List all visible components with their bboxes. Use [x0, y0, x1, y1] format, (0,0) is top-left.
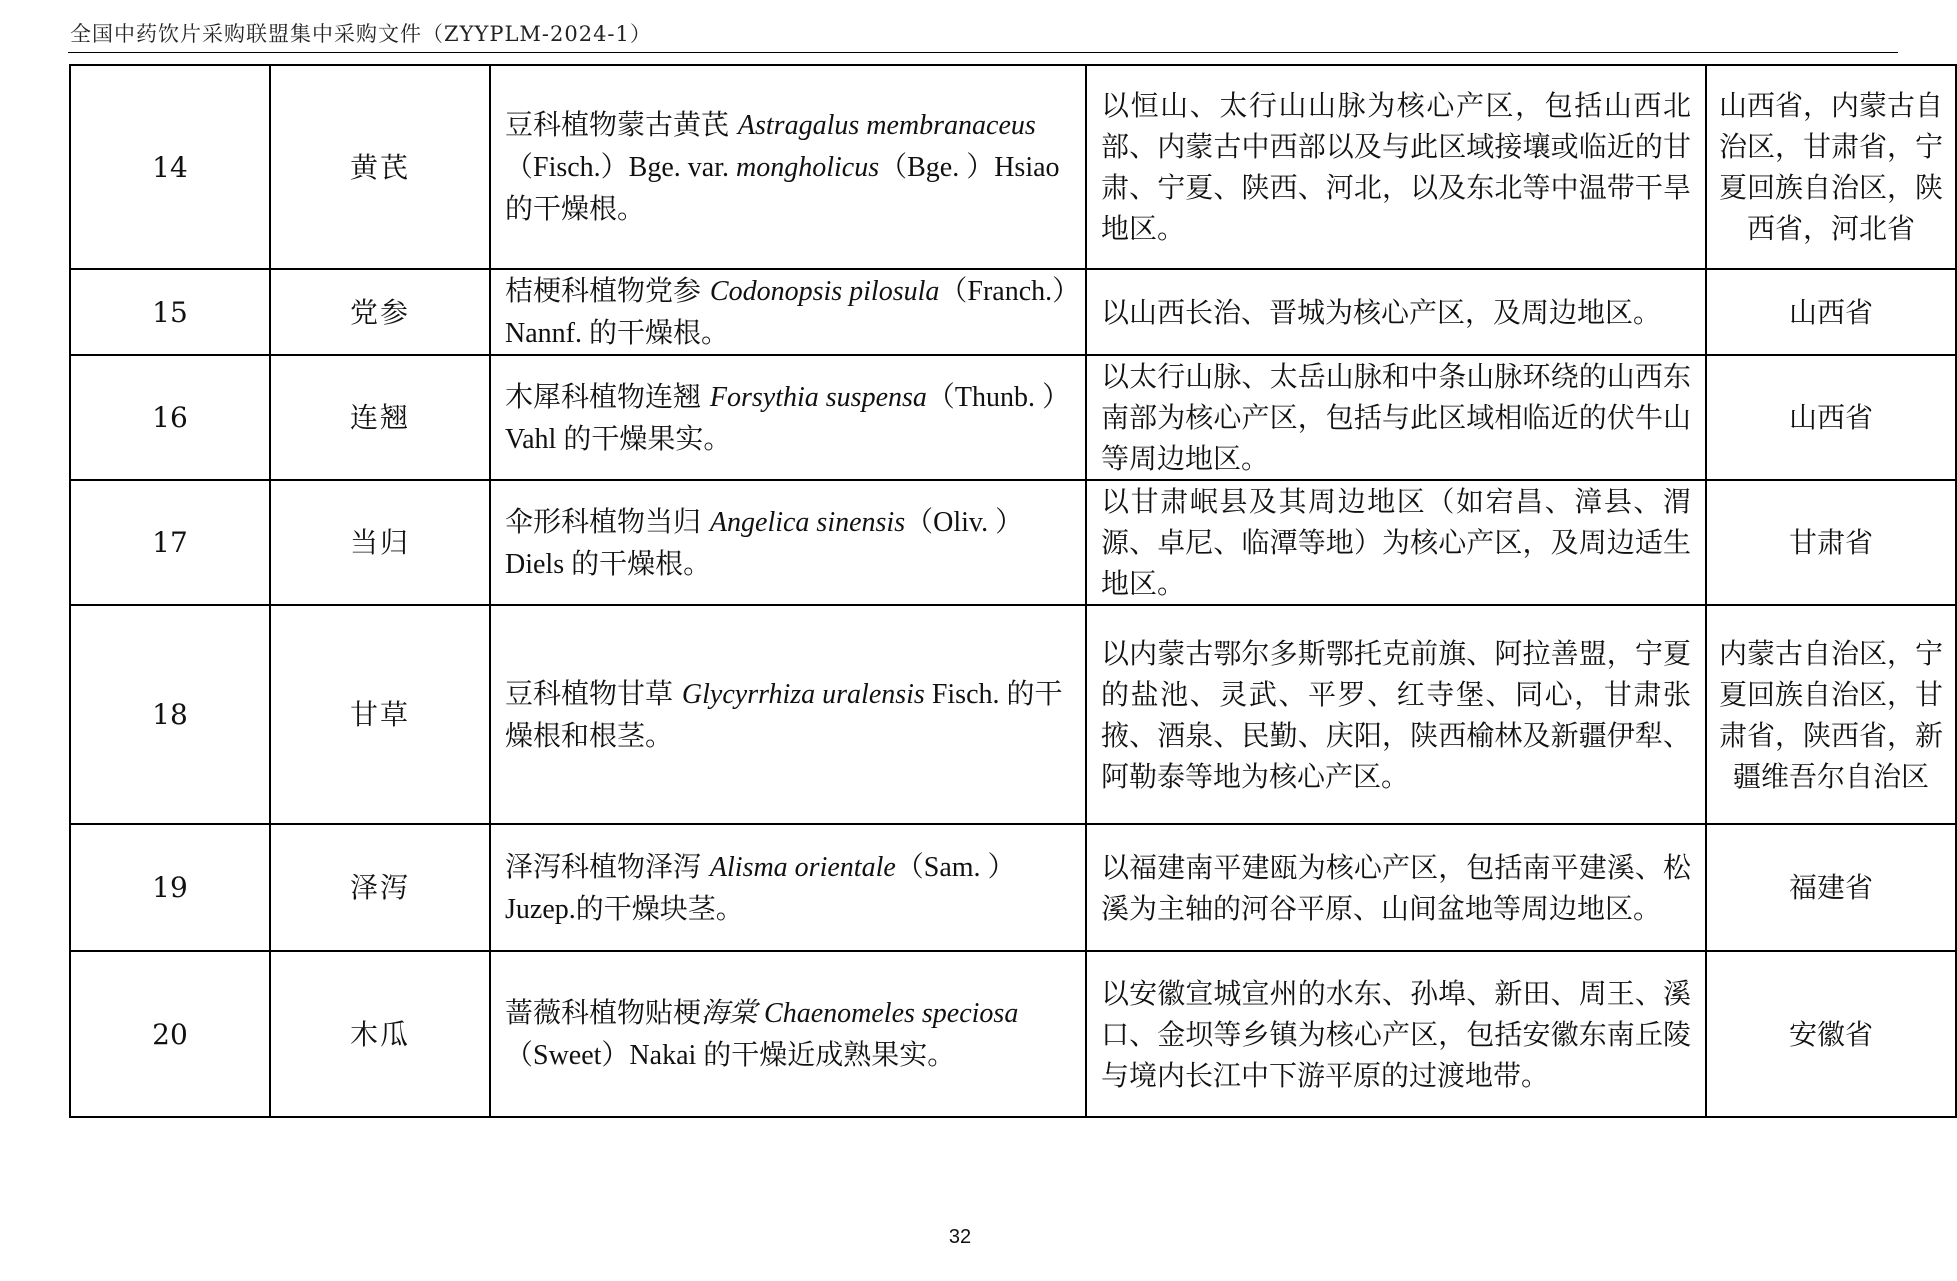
- page-number: 32: [948, 1226, 972, 1248]
- production-area: 以福建南平建瓯为核心产区，包括南平建溪、松溪为主轴的河谷平原、山间盆地等周边地区。: [1086, 824, 1706, 951]
- production-area: 以太行山脉、太岳山脉和中条山脉环绕的山西东南部为核心产区，包括与此区域相临近的伏牛山等周边地区。: [1086, 355, 1706, 480]
- botanical-source: [490, 480, 1086, 605]
- herb-name: 当归: [270, 480, 490, 605]
- row-number: 20: [70, 951, 270, 1117]
- source-suffix: （Bge. ）Hsiao 的干燥根。: [505, 152, 1060, 225]
- page-header-title: 全国中药饮片采购联盟集中采购文件（ZYYPLM-2024-1）: [70, 22, 652, 46]
- row-number: 18: [70, 605, 270, 824]
- row-number: 19: [70, 824, 270, 951]
- source-suffix: （Sweet）Nakai 的干燥近成熟果实。: [505, 1040, 956, 1071]
- province: 安徽省: [1706, 951, 1956, 1117]
- herb-name: 党参: [270, 269, 490, 355]
- source-text: 豆科植物蒙古黄芪: [505, 108, 738, 141]
- latin-genus-species: Astragalus membranaceus: [737, 110, 1036, 141]
- production-area: 以恒山、太行山山脉为核心产区，包括山西北部、内蒙古中西部以及与此区域接壤或临近的甘肃、宁夏、陕西、河北，以及东北等中温带干旱地区。: [1086, 65, 1706, 269]
- table-row: [70, 480, 1956, 605]
- table-row: [70, 605, 1956, 824]
- source-suffix: （Oliv. ）Diels 的干燥根。: [505, 506, 1024, 580]
- botanical-source: [490, 951, 1086, 1117]
- latin-name: Alisma orientale: [709, 851, 896, 883]
- row-number: 16: [70, 355, 270, 480]
- production-area: 以安徽宣城宣州的水东、孙埠、新田、周王、溪口、金坝等乡镇为核心产区，包括安徽东南丘陵与境内长江中下游平原的过渡地带。: [1086, 951, 1706, 1117]
- source-suffix: （Sam. ）Juzep.的干燥块茎。: [505, 851, 1016, 925]
- production-area: 以山西长治、晋城为核心产区，及周边地区。: [1086, 269, 1706, 355]
- source-suffix: （Thunb. ）Vahl 的干燥果实。: [505, 381, 1071, 455]
- source-text: 桔梗科植物党参: [505, 274, 710, 307]
- table-row: [70, 824, 1956, 951]
- source-text: 木犀科植物连翘: [505, 379, 710, 413]
- source-text: 泽泻科植物泽泻: [505, 849, 710, 883]
- botanical-source: [490, 355, 1086, 480]
- source-text: 蔷薇科植物贴梗: [505, 996, 702, 1029]
- latin-name: Angelica sinensis: [709, 506, 906, 538]
- botanical-source: [490, 605, 1086, 824]
- herb-name: 泽泻: [270, 824, 490, 951]
- production-area: 以内蒙古鄂尔多斯鄂托克前旗、阿拉善盟，宁夏的盐池、灵武、平罗、红寺堡、同心，甘肃张掖、酒泉、民勤、庆阳，陕西榆林及新疆伊犁、阿勒泰等地为核心产区。: [1086, 605, 1706, 824]
- province: 山西省，内蒙古自治区，甘肃省，宁夏回族自治区，陕西省，河北省: [1706, 65, 1956, 269]
- table-row: [70, 951, 1956, 1117]
- province: 山西省: [1706, 355, 1956, 480]
- herb-table: [69, 64, 1957, 1118]
- row-number: 14: [70, 65, 270, 269]
- latin-name: Chaenomeles speciosa: [757, 998, 1019, 1029]
- province: 福建省: [1706, 824, 1956, 951]
- latin-author: （Fisch.）Bge. var.: [505, 152, 736, 183]
- herb-name: 木瓜: [270, 951, 490, 1117]
- botanical-source: [490, 269, 1086, 355]
- province: 甘肃省: [1706, 480, 1956, 605]
- latin-name: Codonopsis pilosula: [709, 276, 940, 307]
- source-text: 豆科植物甘草: [505, 676, 682, 710]
- herb-name: 黄芪: [270, 65, 490, 269]
- row-number: 15: [70, 269, 270, 355]
- botanical-source: [490, 65, 1086, 269]
- source-italic-text: 海棠: [701, 996, 758, 1029]
- botanical-source: [490, 824, 1086, 951]
- province: 山西省: [1706, 269, 1956, 355]
- header-divider: [68, 52, 1898, 53]
- row-number: 17: [70, 480, 270, 605]
- province: 内蒙古自治区，宁夏回族自治区，甘肃省，陕西省，新疆维吾尔自治区: [1706, 605, 1956, 824]
- table-row: [70, 269, 1956, 355]
- latin-variety: mongholicus: [736, 152, 880, 183]
- source-suffix: （Franch.）Nannf. 的干燥根。: [505, 276, 1067, 349]
- latin-name: Forsythia suspensa: [709, 381, 927, 413]
- table-row: [70, 65, 1956, 269]
- production-area: 以甘肃岷县及其周边地区（如宕昌、漳县、渭源、卓尼、临潭等地）为核心产区，及周边适生地区。: [1086, 480, 1706, 605]
- source-text: 伞形科植物当归: [505, 504, 710, 538]
- herb-name: 甘草: [270, 605, 490, 824]
- table-row: [70, 355, 1956, 480]
- source-suffix: Fisch. 的干燥根和根茎。: [505, 678, 1063, 752]
- herb-name: 连翘: [270, 355, 490, 480]
- latin-name: Glycyrrhiza uralensis: [681, 678, 925, 710]
